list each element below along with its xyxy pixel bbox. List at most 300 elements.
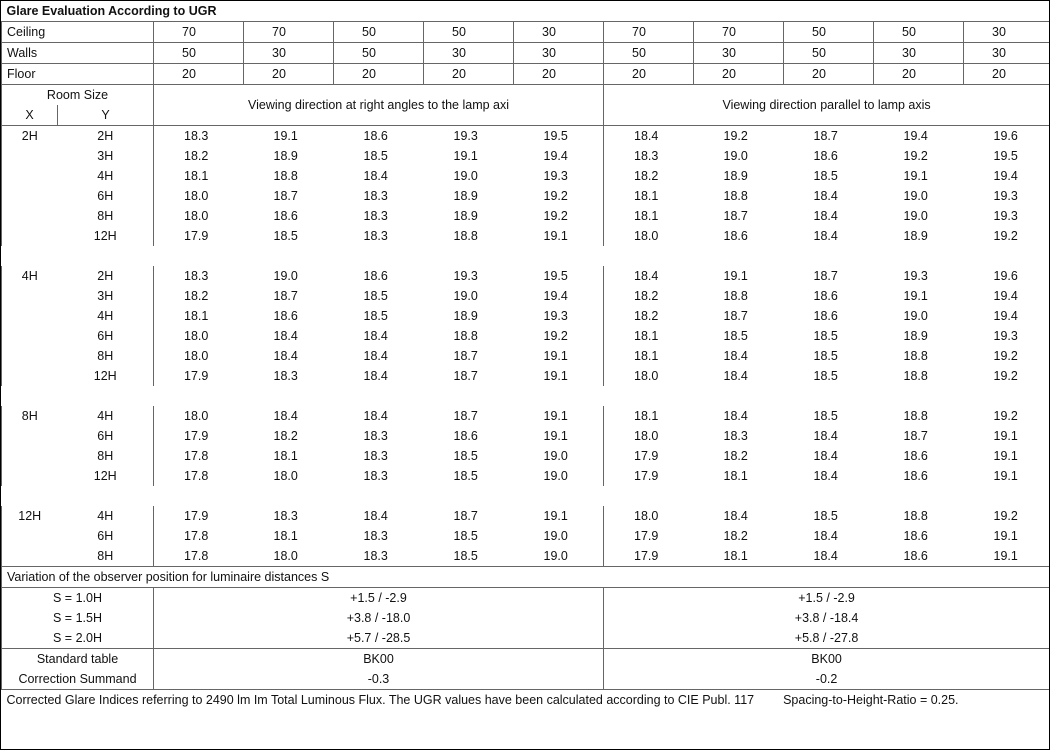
ceiling-value: 50 xyxy=(784,22,874,43)
ceiling-value: 30 xyxy=(514,22,604,43)
ugr-value: 19.0 xyxy=(514,446,604,466)
ugr-value: 18.8 xyxy=(453,329,478,343)
ugr-value: 18.7 xyxy=(273,189,298,203)
ugr-value: 18.2 xyxy=(634,169,659,183)
table-row xyxy=(2,126,1050,147)
ugr-value: 19.4 xyxy=(964,286,1050,306)
ugr-value: 19.1 xyxy=(903,289,928,303)
ugr-value: 19.2 xyxy=(514,326,604,346)
ugr-value: 18.0 xyxy=(273,549,298,563)
ugr-value: 19.0 xyxy=(903,209,928,223)
ugr-value: 18.5 xyxy=(723,329,748,343)
ugr-value: 18.6 xyxy=(903,549,928,563)
variation-heading-row xyxy=(2,567,1050,588)
row-label-x: 8H xyxy=(2,406,58,426)
ugr-value: 18.5 xyxy=(453,529,478,543)
walls-value: 50 xyxy=(154,43,244,64)
ugr-value: 19.4 xyxy=(903,129,928,143)
variation-value-parallel: +5.8 / -27.8 xyxy=(604,628,1050,649)
ugr-value: 18.4 xyxy=(813,449,838,463)
ugr-value: 18.0 xyxy=(184,329,209,343)
group-separator xyxy=(2,486,1050,506)
ugr-value: 18.2 xyxy=(273,429,298,443)
ugr-value: 18.8 xyxy=(723,289,748,303)
row-label-x: 4H xyxy=(2,266,58,286)
row-label-x xyxy=(2,546,58,567)
floor-value: 20 xyxy=(874,64,964,85)
ugr-value: 18.4 xyxy=(273,409,298,423)
ugr-value: 19.6 xyxy=(964,126,1050,147)
ugr-value: 19.2 xyxy=(514,206,604,226)
row-label-y: 2H xyxy=(58,266,154,286)
ugr-value: 18.4 xyxy=(723,509,748,523)
ugr-value: 17.8 xyxy=(184,549,209,563)
table-row xyxy=(2,506,1050,526)
row-label-y: 2H xyxy=(58,126,154,147)
group-separator xyxy=(2,246,1050,266)
variation-row xyxy=(2,628,1050,649)
ugr-value: 19.2 xyxy=(903,149,928,163)
ugr-value: 17.8 xyxy=(184,449,209,463)
ugr-value: 19.1 xyxy=(964,466,1050,486)
ugr-value: 18.4 xyxy=(723,349,748,363)
ugr-value: 19.3 xyxy=(514,306,604,326)
ugr-value: 18.9 xyxy=(453,309,478,323)
ugr-value: 18.4 xyxy=(363,349,388,363)
row-label-walls: Walls xyxy=(2,43,154,64)
ugr-value: 19.3 xyxy=(514,166,604,186)
ugr-value: 19.2 xyxy=(514,186,604,206)
row-label-ceiling: Ceiling xyxy=(2,22,154,43)
ugr-value: 18.5 xyxy=(363,289,388,303)
ugr-value: 18.8 xyxy=(903,409,928,423)
ugr-value: 18.7 xyxy=(453,509,478,523)
walls-value: 30 xyxy=(964,43,1050,64)
ugr-value: 18.4 xyxy=(273,349,298,363)
ugr-value: 18.3 xyxy=(273,369,298,383)
ugr-value: 18.4 xyxy=(363,369,388,383)
table-row xyxy=(2,466,1050,486)
variation-label: S = 1.5H xyxy=(2,608,154,628)
ugr-value: 19.3 xyxy=(964,326,1050,346)
row-label-floor: Floor xyxy=(2,64,154,85)
ugr-value: 19.2 xyxy=(964,346,1050,366)
table-row xyxy=(2,346,1050,366)
ugr-value: 18.6 xyxy=(903,529,928,543)
ugr-value: 18.7 xyxy=(723,209,748,223)
ugr-value: 17.9 xyxy=(184,229,209,243)
row-label-x xyxy=(2,186,58,206)
ugr-value: 18.6 xyxy=(363,269,388,283)
walls-value: 50 xyxy=(334,43,424,64)
ugr-value: 19.1 xyxy=(514,506,604,526)
row-label-x xyxy=(2,166,58,186)
ceiling-value: 30 xyxy=(964,22,1050,43)
ugr-value: 19.1 xyxy=(514,226,604,246)
variation-value-perpendicular: +5.7 / -28.5 xyxy=(154,628,604,649)
header-direction-parallel: Viewing direction parallel to lamp axis xyxy=(604,85,1050,126)
row-label-y: 4H xyxy=(58,406,154,426)
ugr-value: 18.0 xyxy=(634,509,659,523)
ugr-value: 19.3 xyxy=(453,129,478,143)
room-size-header: Room Size xyxy=(2,85,154,106)
floor-value: 20 xyxy=(154,64,244,85)
row-label-x xyxy=(2,226,58,246)
footnote xyxy=(2,690,1050,711)
ugr-value: 18.8 xyxy=(903,349,928,363)
ugr-value: 19.0 xyxy=(514,546,604,567)
table-row xyxy=(2,146,1050,166)
ugr-value: 19.4 xyxy=(514,286,604,306)
ugr-value: 19.1 xyxy=(514,406,604,426)
walls-value: 30 xyxy=(244,43,334,64)
ceiling-value: 50 xyxy=(334,22,424,43)
row-label-y: 3H xyxy=(58,286,154,306)
ugr-value: 17.9 xyxy=(634,529,659,543)
footnote-row xyxy=(2,690,1050,711)
ugr-value: 19.1 xyxy=(964,546,1050,567)
ugr-value: 18.0 xyxy=(184,409,209,423)
ugr-value: 18.2 xyxy=(634,289,659,303)
ugr-value: 18.5 xyxy=(363,309,388,323)
ugr-table xyxy=(1,1,1050,710)
ceiling-value: 70 xyxy=(604,22,694,43)
ugr-value: 19.0 xyxy=(903,309,928,323)
ugr-value: 19.5 xyxy=(514,126,604,147)
ugr-value: 18.4 xyxy=(813,209,838,223)
ugr-value: 18.9 xyxy=(903,329,928,343)
ugr-value: 17.9 xyxy=(184,429,209,443)
table-row xyxy=(2,366,1050,386)
ugr-value: 18.6 xyxy=(813,149,838,163)
table-row xyxy=(2,266,1050,286)
row-label-x xyxy=(2,526,58,546)
variation-value-parallel: +3.8 / -18.4 xyxy=(604,608,1050,628)
ugr-value: 18.4 xyxy=(634,269,659,283)
ugr-value: 17.9 xyxy=(184,509,209,523)
ugr-value: 17.8 xyxy=(184,469,209,483)
ceiling-value: 50 xyxy=(874,22,964,43)
row-label-x xyxy=(2,326,58,346)
ugr-value: 19.1 xyxy=(453,149,478,163)
ugr-value: 18.0 xyxy=(273,469,298,483)
ugr-value: 18.4 xyxy=(363,409,388,423)
row-label-y: 3H xyxy=(58,146,154,166)
ugr-value: 18.4 xyxy=(723,409,748,423)
ugr-value: 18.1 xyxy=(634,189,659,203)
ugr-value: 18.7 xyxy=(903,429,928,443)
ugr-value: 17.9 xyxy=(634,549,659,563)
ugr-value: 19.4 xyxy=(964,306,1050,326)
ugr-value: 18.1 xyxy=(273,449,298,463)
row-label-y: 6H xyxy=(58,426,154,446)
ugr-value: 19.1 xyxy=(514,426,604,446)
row-label-x: 2H xyxy=(2,126,58,147)
table-row xyxy=(2,166,1050,186)
row-label-x xyxy=(2,366,58,386)
row-label-y: 12H xyxy=(58,226,154,246)
row-label-x xyxy=(2,286,58,306)
ugr-value: 18.6 xyxy=(723,229,748,243)
ugr-value: 17.9 xyxy=(634,449,659,463)
variation-value-parallel: +1.5 / -2.9 xyxy=(604,588,1050,609)
ugr-value: 18.1 xyxy=(723,469,748,483)
ugr-value: 18.2 xyxy=(184,149,209,163)
table-row xyxy=(2,306,1050,326)
ugr-value: 18.5 xyxy=(453,469,478,483)
ugr-value: 18.0 xyxy=(634,369,659,383)
row-label-x: 12H xyxy=(2,506,58,526)
ugr-value: 18.3 xyxy=(634,149,659,163)
ugr-value: 18.6 xyxy=(273,209,298,223)
header-y: Y xyxy=(58,105,154,126)
row-label-y: 12H xyxy=(58,466,154,486)
ugr-value: 18.4 xyxy=(363,509,388,523)
ugr-value: 18.3 xyxy=(363,449,388,463)
row-label-y: 8H xyxy=(58,446,154,466)
walls-value: 30 xyxy=(874,43,964,64)
standard-table-perpendicular: BK00 xyxy=(154,649,604,670)
ugr-value: 18.8 xyxy=(903,509,928,523)
ugr-value: 18.1 xyxy=(723,549,748,563)
floor-value: 20 xyxy=(424,64,514,85)
ugr-value: 18.3 xyxy=(184,269,209,283)
ugr-value: 18.3 xyxy=(363,549,388,563)
ugr-value: 18.3 xyxy=(363,429,388,443)
ugr-value: 19.0 xyxy=(903,189,928,203)
footnote-text: Corrected Glare Indices referring to 2490 lm Im Total Luminous Flux. The UGR values have been calculated according to CIE Publ. 117 xyxy=(6,693,755,707)
ugr-value: 19.5 xyxy=(514,266,604,286)
ugr-value: 18.9 xyxy=(453,209,478,223)
ugr-value: 18.5 xyxy=(813,509,838,523)
table-row xyxy=(2,186,1050,206)
table-row xyxy=(2,406,1050,426)
variation-label: S = 2.0H xyxy=(2,628,154,649)
row-label-y: 4H xyxy=(58,506,154,526)
ugr-value: 18.6 xyxy=(903,449,928,463)
row-label-y: 12H xyxy=(58,366,154,386)
ceiling-value: 50 xyxy=(424,22,514,43)
header-direction-row xyxy=(2,85,1050,106)
ugr-value: 19.4 xyxy=(514,146,604,166)
ugr-value: 18.5 xyxy=(363,149,388,163)
ugr-value: 19.0 xyxy=(453,289,478,303)
ugr-value: 18.2 xyxy=(723,449,748,463)
ugr-value: 18.9 xyxy=(723,169,748,183)
correction-summand-label: Correction Summand xyxy=(2,669,154,690)
row-label-y: 6H xyxy=(58,526,154,546)
ugr-value: 18.4 xyxy=(813,189,838,203)
row-label-x xyxy=(2,426,58,446)
ugr-value: 19.0 xyxy=(273,269,298,283)
ugr-value: 18.8 xyxy=(273,169,298,183)
ugr-value: 18.3 xyxy=(723,429,748,443)
ugr-value: 18.8 xyxy=(453,229,478,243)
ugr-value: 19.1 xyxy=(964,426,1050,446)
ugr-value: 18.5 xyxy=(813,369,838,383)
reflectance-row-ceiling xyxy=(2,22,1050,43)
variation-row xyxy=(2,608,1050,628)
walls-value: 50 xyxy=(604,43,694,64)
ugr-value: 19.1 xyxy=(903,169,928,183)
ugr-value: 18.5 xyxy=(273,229,298,243)
row-label-x xyxy=(2,466,58,486)
ugr-value: 18.0 xyxy=(184,349,209,363)
reflectance-row-floor xyxy=(2,64,1050,85)
variation-heading: Variation of the observer position for luminaire distances S xyxy=(2,567,1050,588)
table-row xyxy=(2,206,1050,226)
row-label-x xyxy=(2,206,58,226)
ugr-value: 19.3 xyxy=(964,186,1050,206)
ugr-value: 18.1 xyxy=(634,209,659,223)
variation-value-perpendicular: +3.8 / -18.0 xyxy=(154,608,604,628)
ugr-value: 18.4 xyxy=(813,429,838,443)
ugr-value: 18.2 xyxy=(723,529,748,543)
ugr-value: 19.0 xyxy=(723,149,748,163)
ugr-value: 18.4 xyxy=(363,169,388,183)
ugr-value: 18.9 xyxy=(273,149,298,163)
page-title: Glare Evaluation According to UGR xyxy=(2,1,1050,22)
ugr-value: 18.2 xyxy=(184,289,209,303)
walls-value: 50 xyxy=(784,43,874,64)
row-label-x xyxy=(2,146,58,166)
row-label-x xyxy=(2,346,58,366)
ugr-value: 18.1 xyxy=(634,409,659,423)
ugr-value: 18.3 xyxy=(184,129,209,143)
ugr-value: 18.5 xyxy=(453,549,478,563)
row-label-y: 4H xyxy=(58,306,154,326)
ugr-value: 18.6 xyxy=(363,129,388,143)
ugr-value: 18.7 xyxy=(273,289,298,303)
ugr-value: 18.4 xyxy=(813,529,838,543)
ugr-value: 18.5 xyxy=(453,449,478,463)
ugr-value: 19.3 xyxy=(453,269,478,283)
variation-value-perpendicular: +1.5 / -2.9 xyxy=(154,588,604,609)
ugr-value: 18.3 xyxy=(363,189,388,203)
standard-table-row xyxy=(2,649,1050,670)
ugr-value: 18.5 xyxy=(813,169,838,183)
ugr-value: 18.4 xyxy=(363,329,388,343)
correction-summand-row xyxy=(2,669,1050,690)
correction-summand-parallel: -0.2 xyxy=(604,669,1050,690)
ugr-value: 18.3 xyxy=(273,509,298,523)
footnote-spacing: Spacing-to-Height-Ratio = 0.25. xyxy=(783,693,959,707)
ugr-value: 19.1 xyxy=(723,269,748,283)
correction-summand-perpendicular: -0.3 xyxy=(154,669,604,690)
ugr-value: 18.6 xyxy=(453,429,478,443)
ugr-value: 18.3 xyxy=(363,529,388,543)
ugr-value: 18.9 xyxy=(903,229,928,243)
ugr-value: 18.0 xyxy=(184,189,209,203)
header-direction-perpendicular: Viewing direction at right angles to the lamp axi xyxy=(154,85,604,126)
ugr-value: 18.4 xyxy=(813,229,838,243)
floor-value: 20 xyxy=(334,64,424,85)
row-label-y: 6H xyxy=(58,186,154,206)
ugr-value: 18.9 xyxy=(453,189,478,203)
ugr-value: 19.2 xyxy=(964,506,1050,526)
ugr-value: 19.3 xyxy=(903,269,928,283)
table-row xyxy=(2,226,1050,246)
ugr-value: 18.7 xyxy=(723,309,748,323)
ugr-value: 18.0 xyxy=(634,229,659,243)
ugr-value: 18.7 xyxy=(453,409,478,423)
row-label-y: 4H xyxy=(58,166,154,186)
ugr-value: 18.6 xyxy=(813,289,838,303)
ugr-value: 18.4 xyxy=(813,549,838,563)
ugr-value: 18.7 xyxy=(813,129,838,143)
ugr-value: 17.8 xyxy=(184,529,209,543)
ugr-value: 19.2 xyxy=(964,226,1050,246)
walls-value: 30 xyxy=(424,43,514,64)
ugr-value: 19.6 xyxy=(964,266,1050,286)
ceiling-value: 70 xyxy=(244,22,334,43)
ugr-value: 18.8 xyxy=(903,369,928,383)
table-row xyxy=(2,546,1050,567)
ugr-value: 18.1 xyxy=(273,529,298,543)
walls-value: 30 xyxy=(514,43,604,64)
ugr-value: 18.4 xyxy=(634,129,659,143)
ugr-value: 17.9 xyxy=(184,369,209,383)
table-row xyxy=(2,446,1050,466)
ugr-value: 19.1 xyxy=(273,129,298,143)
ugr-value: 18.7 xyxy=(813,269,838,283)
ugr-value: 19.5 xyxy=(964,146,1050,166)
table-row xyxy=(2,526,1050,546)
ugr-value: 18.1 xyxy=(634,329,659,343)
row-label-x xyxy=(2,446,58,466)
ugr-value: 18.8 xyxy=(723,189,748,203)
ugr-value: 19.1 xyxy=(964,446,1050,466)
ugr-value: 18.6 xyxy=(813,309,838,323)
ugr-value: 18.1 xyxy=(184,169,209,183)
variation-label: S = 1.0H xyxy=(2,588,154,609)
floor-value: 20 xyxy=(244,64,334,85)
row-label-y: 8H xyxy=(58,206,154,226)
floor-value: 20 xyxy=(964,64,1050,85)
ugr-value: 18.0 xyxy=(634,429,659,443)
ugr-value: 18.3 xyxy=(363,469,388,483)
ugr-value: 19.1 xyxy=(964,526,1050,546)
ugr-value: 19.1 xyxy=(514,346,604,366)
floor-value: 20 xyxy=(604,64,694,85)
ugr-value: 19.0 xyxy=(514,526,604,546)
ugr-value: 18.5 xyxy=(813,349,838,363)
reflectance-row-walls xyxy=(2,43,1050,64)
ugr-value: 17.9 xyxy=(634,469,659,483)
group-separator xyxy=(2,386,1050,406)
ugr-value: 18.6 xyxy=(903,469,928,483)
standard-table-parallel: BK00 xyxy=(604,649,1050,670)
ugr-value: 18.7 xyxy=(453,349,478,363)
ugr-value: 18.1 xyxy=(184,309,209,323)
table-row xyxy=(2,286,1050,306)
variation-row xyxy=(2,588,1050,609)
ugr-value: 18.5 xyxy=(813,329,838,343)
ugr-value: 18.5 xyxy=(813,409,838,423)
row-label-x xyxy=(2,306,58,326)
ugr-value: 18.4 xyxy=(273,329,298,343)
ugr-value: 18.4 xyxy=(813,469,838,483)
ugr-value: 18.0 xyxy=(184,209,209,223)
table-row xyxy=(2,326,1050,346)
ugr-value: 19.1 xyxy=(514,366,604,386)
floor-value: 20 xyxy=(784,64,874,85)
ceiling-value: 70 xyxy=(154,22,244,43)
ugr-value: 19.2 xyxy=(964,366,1050,386)
ugr-value: 19.2 xyxy=(964,406,1050,426)
table-row xyxy=(2,426,1050,446)
ugr-value: 19.2 xyxy=(723,129,748,143)
